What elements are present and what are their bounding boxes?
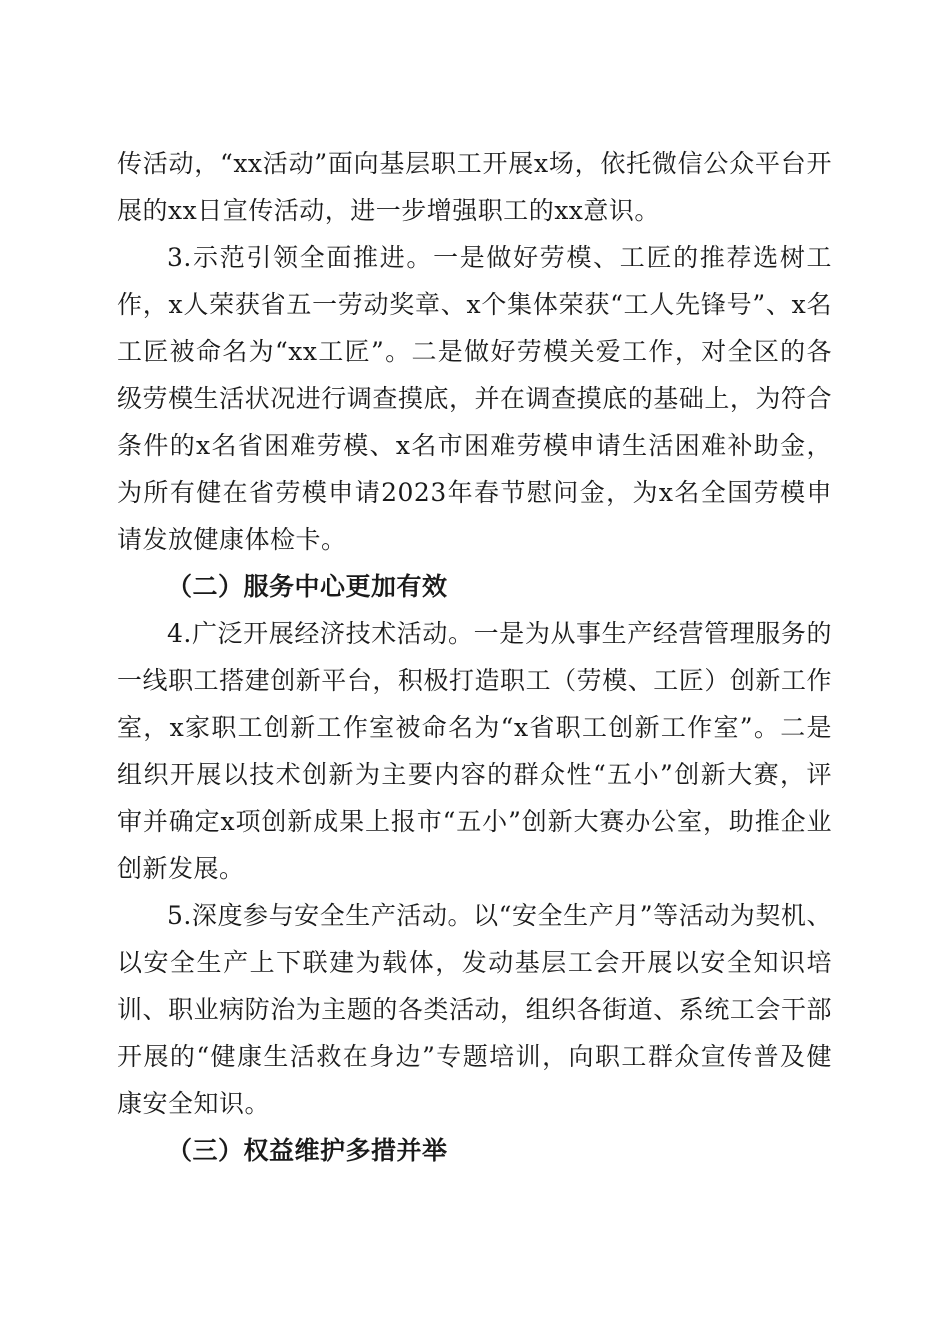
paragraph-item-4: 4.广泛开展经济技术活动。一是为从事生产经营管理服务的一线职工搭建创新平台，积极打造职工（劳模、工匠）创新工作室，x家职工创新工作室被命名为“x省职工创新工作室”。二是组织开展以技术创新为主要内容的群众性“五小”创新大赛，评审并确定x项创新成果上报市“五小”创新大赛办公室，助推企业创新发展。 [117,619,832,883]
paragraph-item-5: 5.深度参与安全生产活动。以“安全生产月”等活动为契机、以安全生产上下联建为载体，发动基层工会开展以安全知识培训、职业病防治为主题的各类活动，组织各街道、系统工会干部开展的“健康生活救在身边”专题培训，向职工群众宣传普及健康安全知识。 [117,901,832,1118]
document-body [117,140,832,1174]
paragraph-continued: 传活动，“xx活动”面向基层职工开展x场，依托微信公众平台开展的xx日宣传活动，进一步增强职工的xx意识。 [117,149,832,225]
paragraph-item-3: 3.示范引领全面推进。一是做好劳模、工匠的推荐选树工作，x人荣获省五一劳动奖章、x个集体荣获“工人先锋号”、x名工匠被命名为“xx工匠”。二是做好劳模关爱工作，对全区的各级劳模生活状况进行调查摸底，并在调查摸底的基础上，为符合条件的x名省困难劳模、x名市困难劳模申请生活困难补助金，为所有健在省劳模申请2023年春节慰问金，为x名全国劳模申请发放健康体检卡。 [117,243,832,554]
section-heading-3: （三）权益维护多措并举 [167,1136,448,1165]
section-heading-2: （二）服务中心更加有效 [167,572,448,601]
